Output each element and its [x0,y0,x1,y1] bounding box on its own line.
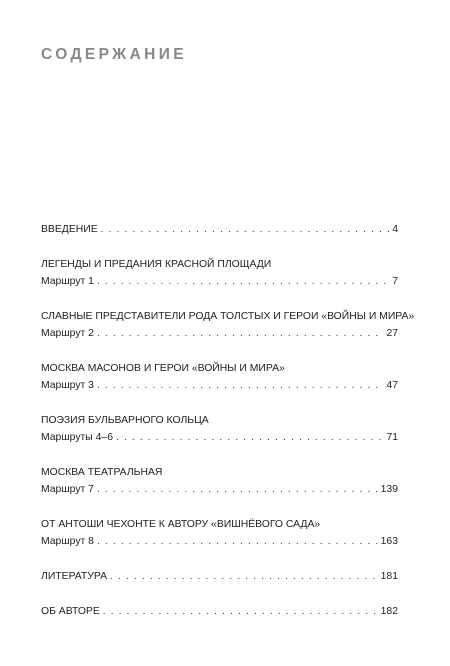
toc-entry-title: ЛИТЕРАТУРА [41,571,108,582]
leader-dots [97,273,389,290]
toc-entry-title: ВВЕДЕНИЕ [41,224,98,235]
leader-dots [97,481,378,498]
toc-entry-tolstoy[interactable] [41,308,415,342]
toc-entry-red-square[interactable] [41,256,398,290]
toc-entry-title: МОСКВА ТЕАТРАЛЬНАЯ [41,467,163,478]
toc-page-number: 139 [380,484,398,495]
toc-page-number: 4 [392,224,398,235]
leader-dots [97,325,383,342]
toc-entry-introduction[interactable] [41,221,398,238]
toc-entry-masons[interactable] [41,360,398,394]
toc-entry-title: МОСКВА МАСОНОВ И ГЕРОИ «ВОЙНЫ И МИРА» [41,363,285,374]
toc-entry-title: СЛАВНЫЕ ПРЕДСТАВИТЕЛИ РОДА ТОЛСТЫХ И ГЕРОИ «ВОЙНЫ И МИРА» [41,311,415,322]
toc-entry-route: Маршрут 7 [41,484,94,495]
toc-entry-route: Маршрут 8 [41,536,94,547]
toc-entry-literature[interactable] [41,568,398,585]
toc-entry-title: ОТ АНТОШИ ЧЕХОНТЕ К АВТОРУ «ВИШНЁВОГО САДА» [41,519,321,530]
leader-dots [110,568,378,585]
toc-page-number: 181 [380,571,398,582]
toc-entry-theatrical-moscow[interactable] [41,464,398,498]
toc-page-number: 163 [380,536,398,547]
table-of-contents [41,221,415,620]
leader-dots [97,377,383,394]
toc-page-number: 27 [386,328,398,339]
toc-page-number: 182 [380,606,398,617]
toc-entry-route: Маршрут 1 [41,276,94,287]
toc-entry-about-author[interactable] [41,603,398,620]
toc-page-number: 71 [386,432,398,443]
toc-entry-route: Маршрут 3 [41,380,94,391]
toc-entry-chekhov[interactable] [41,516,398,550]
page-title: СОДЕРЖАНИЕ [41,46,188,63]
toc-entry-boulevard-ring[interactable] [41,412,398,446]
leader-dots [116,429,383,446]
toc-entry-title: ОБ АВТОРЕ [41,606,100,617]
leader-dots [97,533,378,550]
toc-entry-route: Маршрут 2 [41,328,94,339]
leader-dots [101,221,390,238]
toc-entry-route: Маршруты 4–6 [41,432,113,443]
toc-page-number: 7 [392,276,398,287]
toc-page-number: 47 [386,380,398,391]
toc-entry-title: ЛЕГЕНДЫ И ПРЕДАНИЯ КРАСНОЙ ПЛОЩАДИ [41,259,272,270]
toc-entry-title: ПОЭЗИЯ БУЛЬВАРНОГО КОЛЬЦА [41,415,209,426]
leader-dots [103,603,378,620]
